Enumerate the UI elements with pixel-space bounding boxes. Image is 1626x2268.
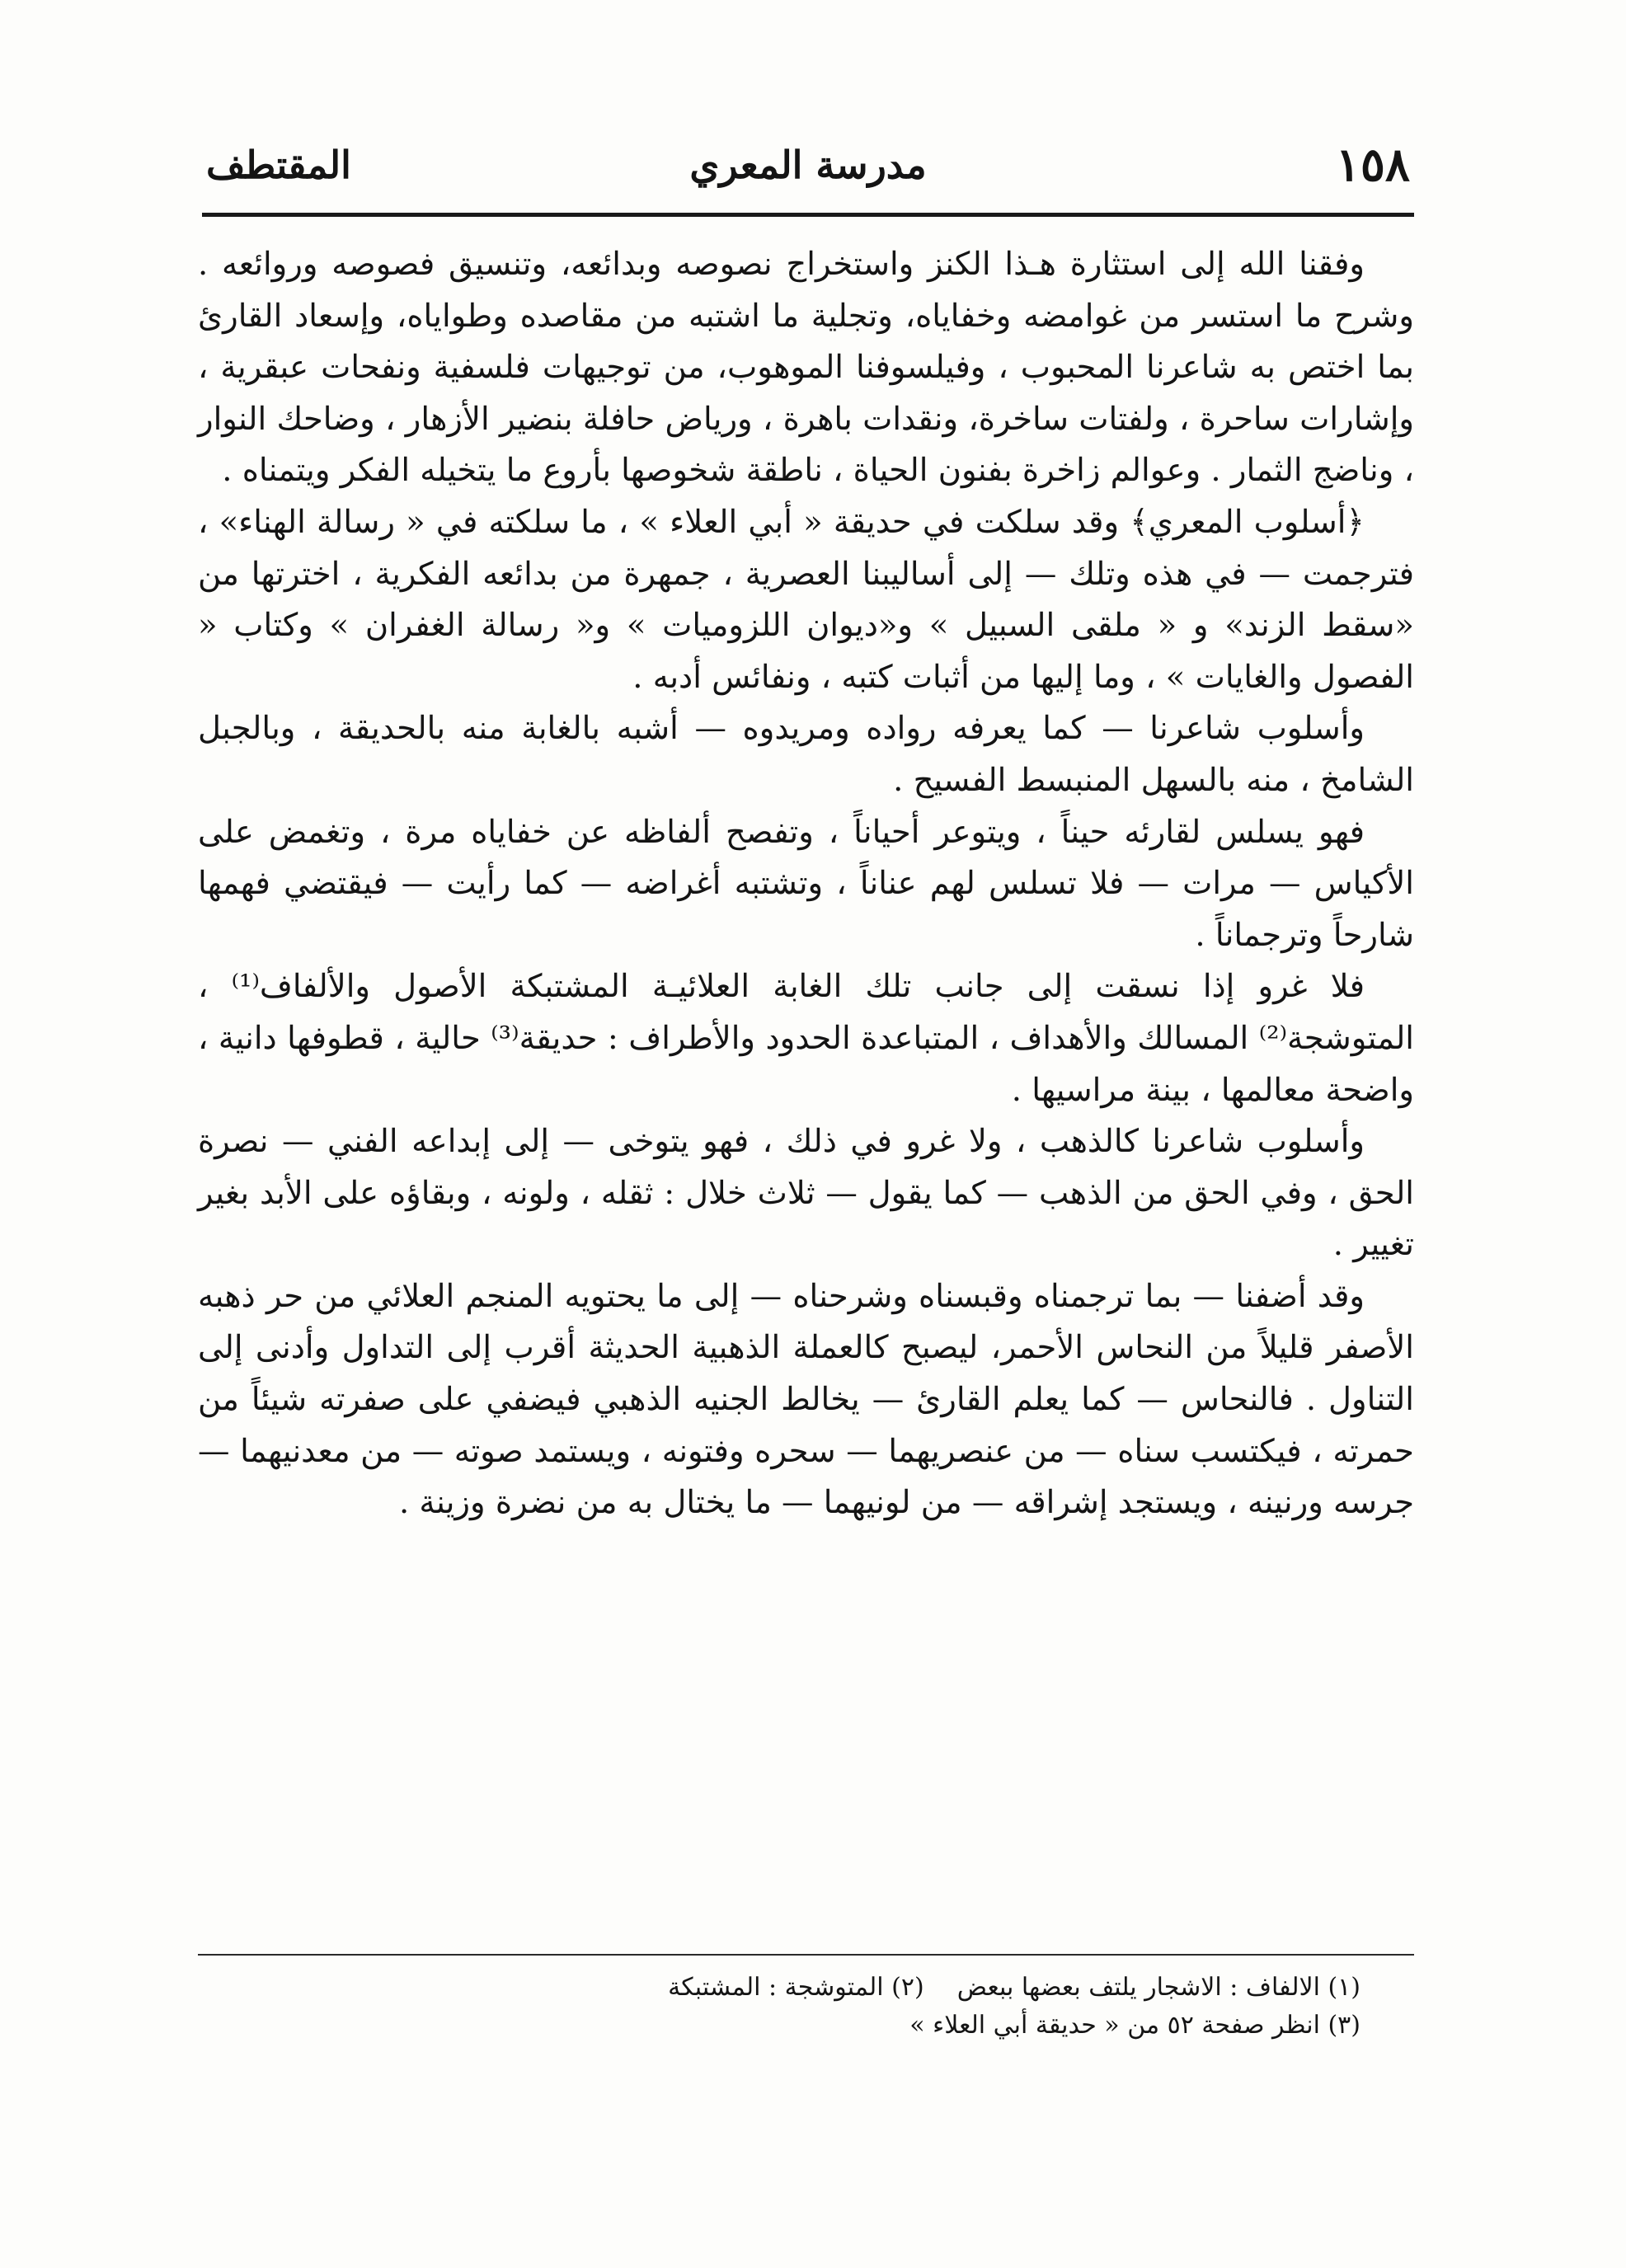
running-title: مدرسة المعري — [689, 143, 927, 187]
footnote-line-1 — [495, 1969, 1360, 2007]
page-number: ١٥٨ — [1335, 138, 1410, 192]
footnote-1: (١) الالفاف : الاشجار يلتف بعضها ببعض — [956, 1973, 1360, 2002]
paragraph-gold: وأسلوب شاعرنا كالذهب ، ولا غرو في ذلك ، فهو يتوخى — إلى إبداعه الفني — نصرة الحق ، وفي الحق من الذهب — كما يقول — ثلاث خلال : ثقله ، ولونه ، وبقاؤه على الأبد بغير تغيير . — [198, 1123, 1414, 1264]
header-divider — [202, 213, 1414, 217]
paragraph-garden: فلا غرو إذا نسقت إلى جانب تلك الغابة العلائيـة المشتبكة الأصول والألفاف⁽¹⁾ ، المتوشجة⁽²⁾ المسالك والأهداف ، المتباعدة الحدود والأطراف : حديقة⁽³⁾ حالية ، قطوفها دانية ، واضحة معالمها ، بينة مراسيها . — [198, 968, 1414, 1109]
page-header — [206, 132, 1410, 198]
paragraph-style-heading: ﴿أسلوب المعري﴾ وقد سلكت في حديقة « أبي العلاء » ، ما سلكته في « رسالة الهناء» ، فترجمت — في هذه وتلك — إلى أساليبنا العصرية ، جمهرة من بدائعه الفكرية ، اخترتها من «سقط الزند» و « ملقى السبيل » و«ديوان اللزوميات » و« رسالة الغفران » وكتاب « الفصول والغايات » ، وما إليها من أثبات كتبه ، ونفائس أدبه . — [198, 503, 1414, 696]
footnote-3: (٣) انظر صفحة ٥٢ من « حديقة أبي العلاء » — [909, 2011, 1360, 2040]
paragraph-intro: وفقنا الله إلى استثارة هـذا الكنز واستخراج نصوصه وبدائعه، وتنسيق فصوصه وروائعه . وشرح ما استسر من غوامضه وخفاياه، وتجلية ما اشتبه من مقاصده وطواياه، وإسعاد القارئ بما اختص به شاعرنا المحبوب ، وفيلسوفنا الموهوب، من توجيهات فلسفية ونفحات عبقرية ، وإشارات ساحرة ، ولفتات ساخرة، ونقدات باهرة ، ورياض حافلة بنضير الأزهار ، وضاحك النوار ، وناضج الثمار . وعوالم زاخرة بفنون الحياة ، ناطقة شخوصها بأروع ما يتخيله الفكر ويتمناه . — [198, 246, 1414, 490]
journal-name: المقتطف — [206, 143, 351, 187]
footnote-divider — [198, 1954, 1414, 1956]
footnote-2: (٢) المتوشجة : المشتبكة — [668, 1973, 924, 2002]
paragraph-reader: فهو يسلس لقارئه حيناً ، ويتوعر أحياناً ، وتفصح ألفاظه عن خفاياه مرة ، وتغمض على الأكياس — مرات — فلا تسلس لهم عناناً ، وتشتبه أغراضه — كما رأيت — فيقتضي فهمها شارحاً وترجماناً . — [198, 813, 1414, 954]
paragraph-copper: وقد أضفنا — بما ترجمناه وقبسناه وشرحناه — إلى ما يحتويه المنجم العلائي من حر ذهبه الأصفر قليلاً من النحاس الأحمر، ليصبح كالعملة الذهبية الحديثة أقرب إلى التداول وأدنى إلى التناول . فالنحاس — كما يعلم القارئ — يخالط الجنيه الذهبي فيضفي على صفرته شيئاً من حمرته ، فيكتسب سناه — من عنصريهما — سحره وفتونه ، ويستمد صوته — من معدنيهما — جرسه ورنينه ، ويستجد إشراقه — من لونيهما — ما يختال به من نضرة وزينة . — [198, 1277, 1414, 1522]
footnote-line-2 — [495, 2007, 1360, 2045]
article-body — [198, 239, 1414, 1529]
paragraph-forest: وأسلوب شاعرنا — كما يعرفه رواده ومريدوه — أشبه بالغابة منه بالحديقة ، وبالجبل الشامخ ، منه بالسهل المنبسط الفسيح . — [198, 710, 1414, 799]
footnotes — [495, 1969, 1360, 2045]
